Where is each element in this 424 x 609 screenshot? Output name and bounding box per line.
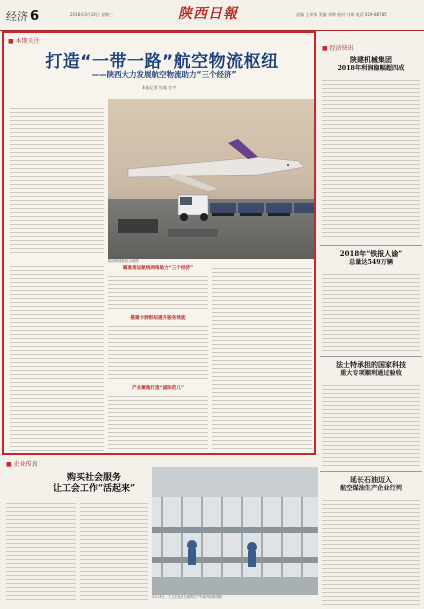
brief-divider-2 (320, 356, 422, 357)
brief-4-text (322, 497, 420, 605)
body-column-3 (212, 265, 312, 451)
section-name: 经济 (6, 10, 28, 23)
right-news-column (320, 31, 422, 609)
photo-caption: 陕西物流枢纽示意图 (108, 259, 139, 263)
section-subhead-2: 搭建卡脖枢纽提升服务效能 (130, 316, 186, 321)
issue-date: 2018年3月14日 星期三 (70, 12, 114, 17)
brief-3-title-line-1: 法士特承担的国家科技 (336, 360, 406, 369)
main-subheadline: ——陕西大力发展航空物流助力“三个经济” (91, 70, 237, 79)
factory-photo-caption: 3月13日，工人在延长石油的生产车间内检修线路 (152, 595, 222, 599)
lower-headline-line-2: 让工会工作“活起来” (52, 484, 136, 494)
lower-headline-line-1: 购买社会服务 (66, 473, 121, 483)
brief-divider-1 (320, 245, 422, 246)
intro-lines (10, 105, 104, 255)
page-number: 6 (30, 9, 40, 24)
brief-4-title-line-1: 延长石油迈入 (350, 475, 392, 484)
brief-4-title-line-2: 航空煤油生产企业行列 (340, 485, 402, 492)
brief-2-title-line-2: 总量达549万辆 (349, 259, 393, 266)
lower-body-column-1 (6, 500, 76, 600)
main-story-box (2, 31, 316, 455)
section-subhead-3: 产业聚集打造“国际范儿” (132, 386, 184, 391)
brief-divider-3 (320, 471, 422, 472)
right-column-tag: ■ 经济快讯 (322, 43, 354, 52)
brief-1-title-line-1: 陕建机械集团 (350, 55, 392, 64)
brief-1-title-line-2: 2018年利润稳幅超四成 (337, 65, 405, 72)
main-byline: 本报记者 杜胤 左宇 (141, 85, 177, 90)
brief-3-title-line-2: 重大专项顺利通过验收 (340, 370, 402, 377)
newspaper-logo: 陕西日報 (178, 6, 238, 22)
brief-3-text (322, 382, 420, 467)
section-subhead-1: 瞄准货运航线网络助力“三个经济” (122, 266, 194, 271)
brief-2-title-line-1: 2018年“铁报人谕” (339, 249, 403, 258)
main-story-tag: ■ 本期关注 (8, 36, 40, 45)
factory-photo (152, 467, 318, 595)
brief-2-text (322, 271, 420, 351)
body-column-2a (108, 273, 208, 311)
body-column-1 (10, 263, 104, 451)
factory-floor-image (152, 467, 318, 595)
lower-story-tag: ■ 企业传真 (6, 459, 38, 468)
main-headline: 打造“一带一路”航空物流枢纽 (45, 52, 279, 72)
lower-body-column-2 (80, 500, 148, 600)
section-label (6, 8, 39, 24)
editor-credits: 责编 王卓伟 美编 刘婷 校对 马骞 电话 029-88785 (296, 12, 387, 17)
cargo-photo (108, 99, 314, 259)
brief-1-text (322, 77, 420, 237)
body-column-2c (108, 393, 208, 451)
airport-cargo-image (108, 99, 314, 259)
body-column-2b (108, 323, 208, 381)
